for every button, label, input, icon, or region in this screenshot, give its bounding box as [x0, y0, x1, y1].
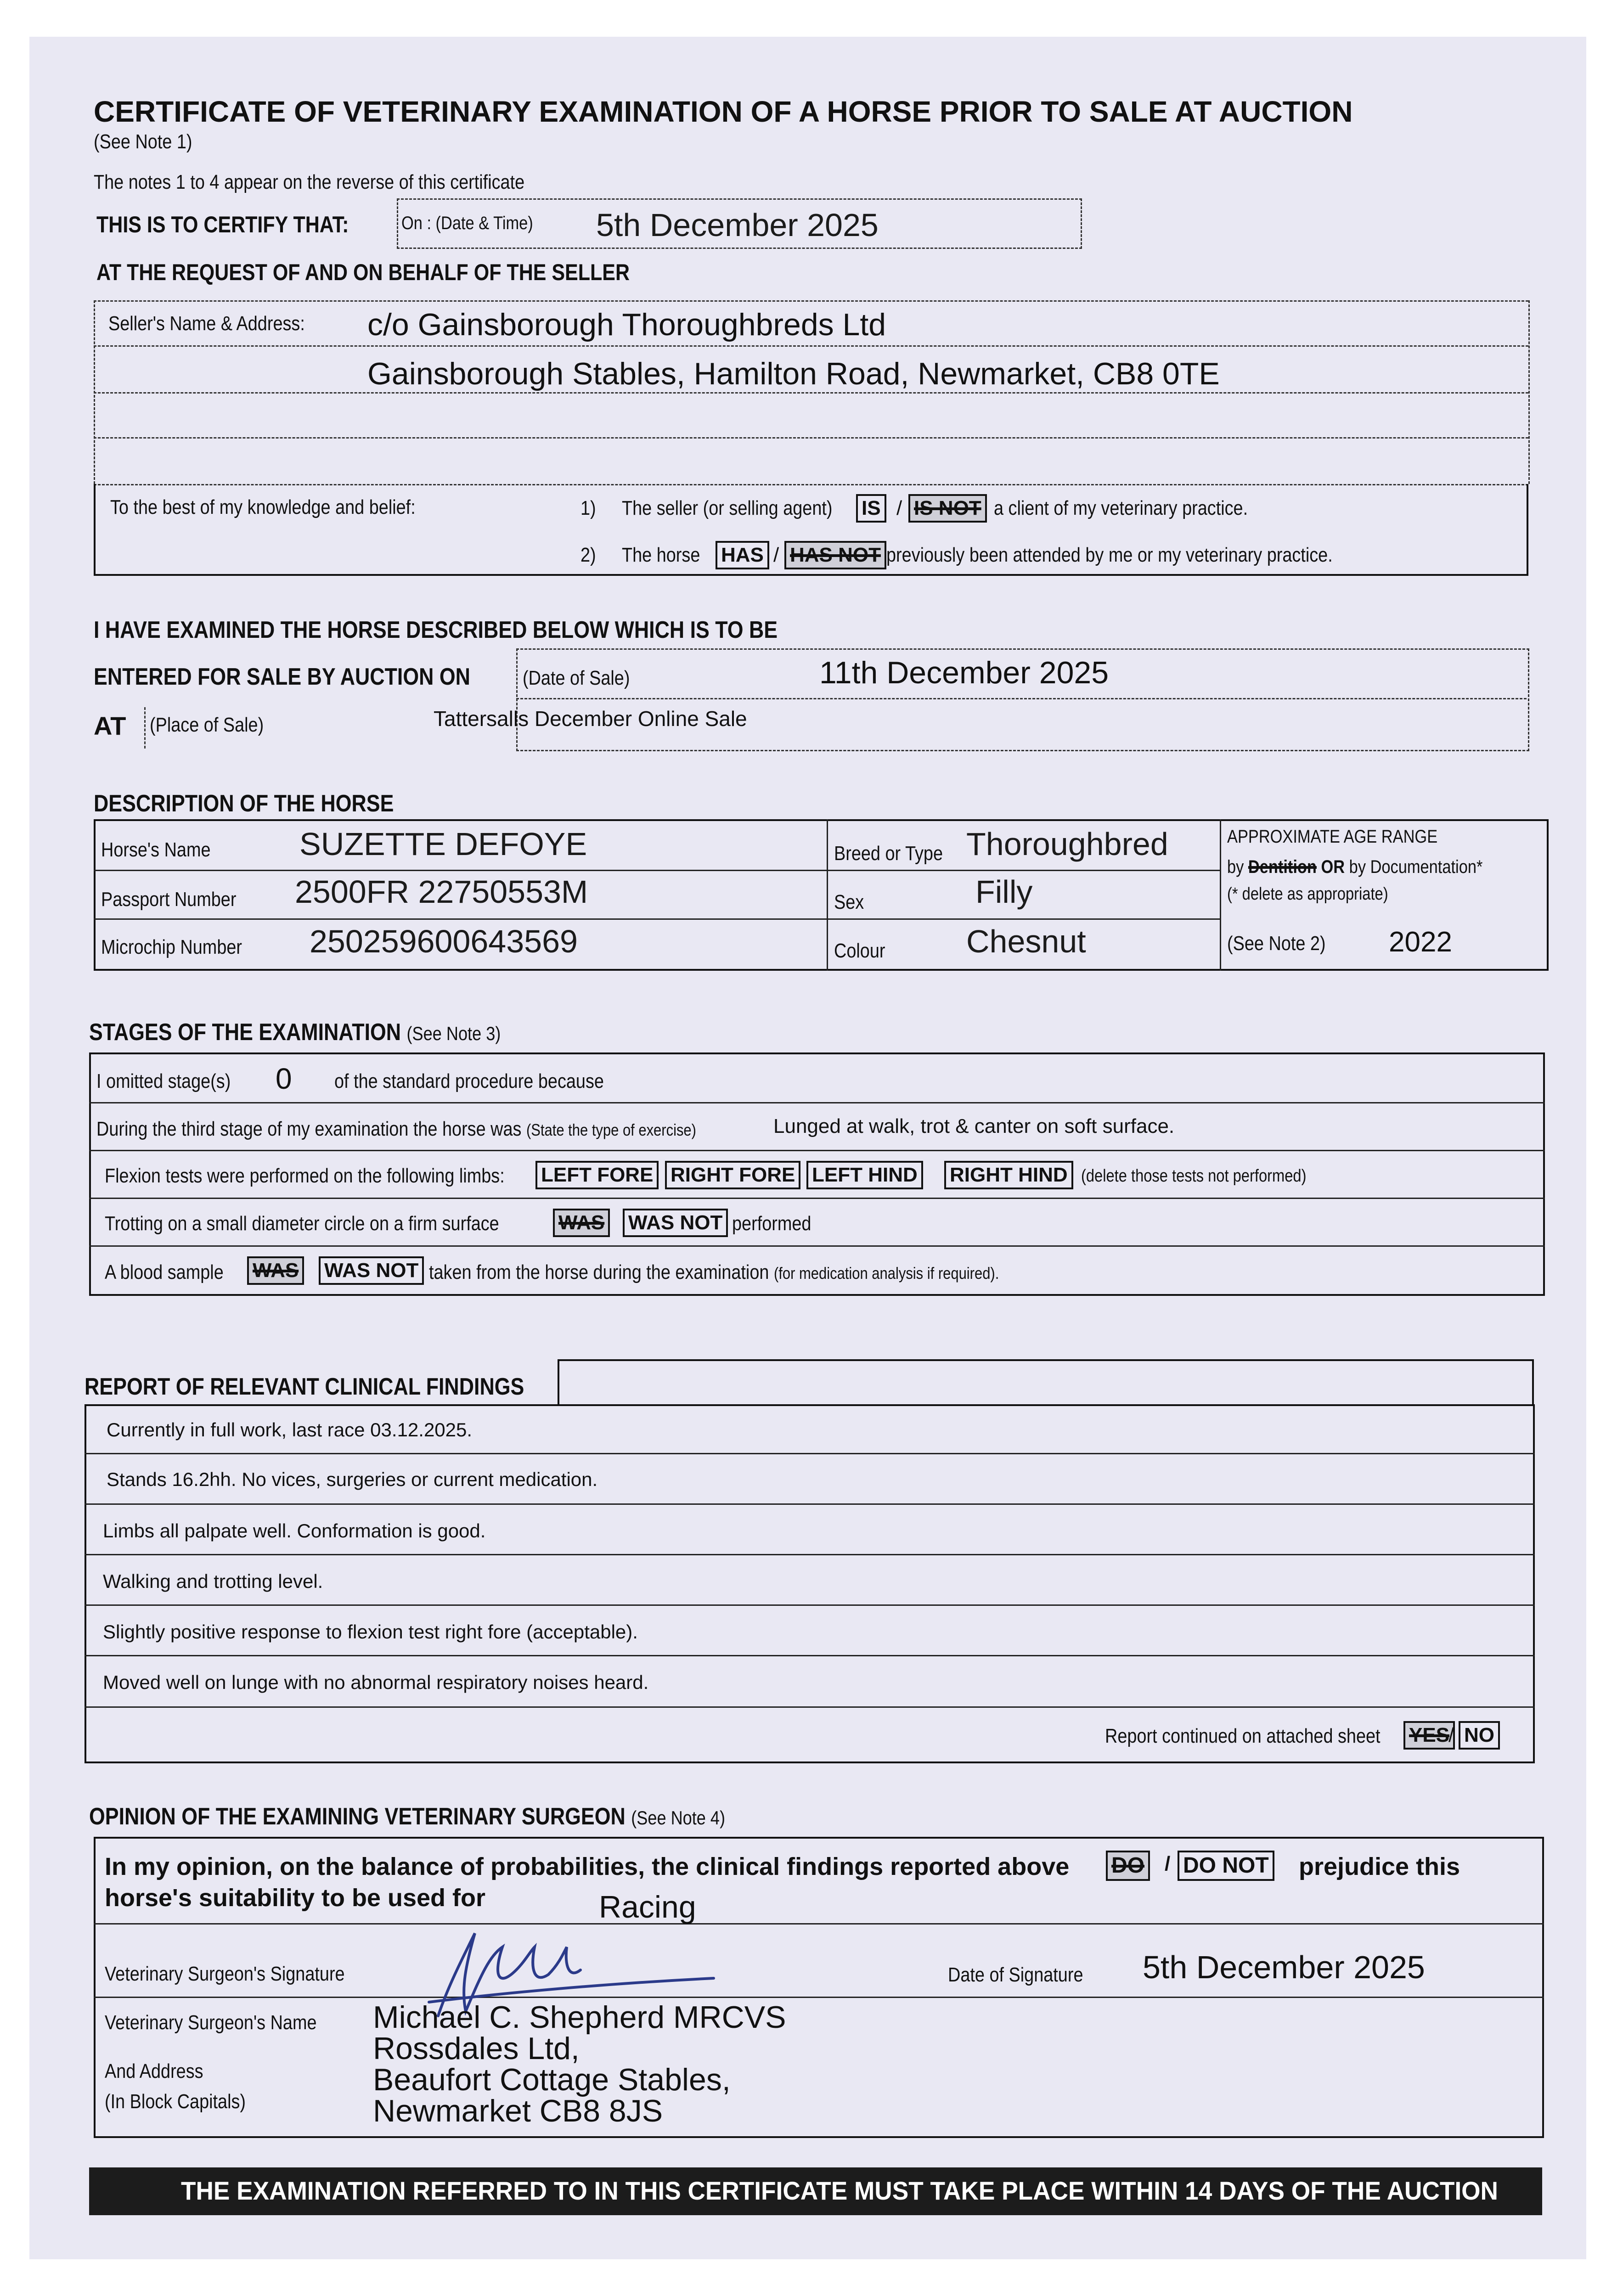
address-line: Newmarket CB8 8JS: [373, 2093, 663, 2128]
horse-name-label: Horse's Name: [101, 838, 211, 861]
breed-value: Thoroughbred: [966, 826, 1168, 862]
continued-no-option[interactable]: NO: [1459, 1721, 1500, 1750]
report-continued-label: Report continued on attached sheet: [1105, 1725, 1381, 1747]
colour-value: Chesnut: [966, 923, 1086, 959]
block-capitals-label: (In Block Capitals): [105, 2090, 246, 2113]
age-delete-note: (* delete as appropriate): [1227, 884, 1388, 904]
opinion-text-pre: In my opinion, on the balance of probabilities, the clinical findings reported above: [105, 1853, 1070, 1880]
belief-label: To the best of my knowledge and belief:: [110, 496, 416, 518]
age-by-line: by Dentition OR by Documentation*: [1227, 857, 1483, 877]
use-value: Racing: [599, 1890, 696, 1925]
breed-label: Breed or Type: [834, 842, 943, 865]
address-label: And Address: [105, 2060, 203, 2082]
opinion-do-not-option[interactable]: DO NOT: [1178, 1851, 1274, 1881]
age-see-note: (See Note 2): [1227, 932, 1326, 955]
continued-yes-option[interactable]: YES: [1403, 1721, 1455, 1750]
report-line: Limbs all palpate well. Conformation is good.: [103, 1520, 486, 1542]
item2-has-option[interactable]: HAS: [716, 541, 769, 569]
opinion-text-post: prejudice this: [1299, 1853, 1460, 1880]
report-line: Stands 16.2hh. No vices, surgeries or current medication.: [107, 1469, 598, 1490]
report-heading: REPORT OF RELEVANT CLINICAL FINDINGS: [85, 1373, 524, 1400]
microchip-label: Microchip Number: [101, 936, 242, 958]
opinion-heading: OPINION OF THE EXAMINING VETERINARY SURGEON (See Note 4): [89, 1803, 726, 1830]
item1-is-not-option[interactable]: IS NOT: [908, 494, 987, 523]
limb-right-fore[interactable]: RIGHT FORE: [665, 1161, 800, 1189]
third-stage-text: During the third stage of my examination the horse was (State the type of exercise): [96, 1118, 696, 1140]
item2-text-end: previously been attended by me or my veterinary practice.: [886, 544, 1333, 566]
age-heading: APPROXIMATE AGE RANGE: [1227, 827, 1438, 847]
place-of-sale-value: Tattersalls December Online Sale: [434, 707, 747, 731]
footer-banner-text: THE EXAMINATION REFERRED TO IN THIS CERTIFICATE MUST TAKE PLACE WITHIN 14 DAYS OF THE AUCTION: [181, 2176, 1498, 2205]
report-line: Walking and trotting level.: [103, 1570, 323, 1592]
on-date-value: 5th December 2025: [596, 207, 879, 243]
seller-line-1: c/o Gainsborough Thoroughbreds Ltd: [367, 307, 886, 342]
blood-was-option[interactable]: WAS: [247, 1256, 304, 1285]
passport-label: Passport Number: [101, 888, 237, 911]
trotting-text: Trotting on a small diameter circle on a firm surface: [105, 1212, 499, 1235]
place-of-sale-label: (Place of Sale): [150, 714, 264, 736]
sex-value: Filly: [975, 874, 1033, 910]
address-line: Rossdales Ltd,: [373, 2031, 580, 2066]
trotting-was-option[interactable]: WAS: [553, 1209, 610, 1237]
date-of-signature-value: 5th December 2025: [1143, 1949, 1425, 1985]
item1-is-option[interactable]: IS: [856, 494, 886, 523]
item1-text: The seller (or selling agent): [622, 497, 833, 519]
examined-line: I HAVE EXAMINED THE HORSE DESCRIBED BELOW WHICH IS TO BE: [94, 617, 778, 643]
blood-was-not-option[interactable]: WAS NOT: [319, 1256, 424, 1285]
trotting-text-end: performed: [732, 1212, 812, 1235]
signature-label: Veterinary Surgeon's Signature: [105, 1963, 345, 1985]
omitted-value: 0: [276, 1062, 292, 1095]
horse-name-value: SUZETTE DEFOYE: [299, 826, 587, 862]
flexion-text: Flexion tests were performed on the following limbs:: [105, 1165, 505, 1187]
age-by-documentation-option[interactable]: by Documentation*: [1349, 857, 1483, 877]
certify-label: THIS IS TO CERTIFY THAT:: [96, 212, 349, 237]
item2-has-not-option[interactable]: HAS NOT: [784, 541, 886, 569]
footer-banner: [89, 2167, 1542, 2215]
certificate-sheet: CERTIFICATE OF VETERINARY EXAMINATION OF A HORSE PRIOR TO SALE AT AUCTION (See Note 1) The notes 1 to 4 appear on the reverse of this certificate THIS IS TO CERTIFY THAT: On : (Date & Time) 5th December 2025 AT THE REQUEST OF AND ON BEHALF OF THE SELLER Seller's Name & Address: c/o Gainsborough Thoroughbreds Ltd Gainsborough Stables, Hamilton Road, Newmarket, CB8 0TE To the best of my knowledge and belief: 1) The seller (or selling agent) IS / IS NOT a client of my veterinary practice. 2) The horse HAS / HAS NOT previously been attended by me or my veterinary practice. I HAVE EXAMINED THE HORSE DESCRIBED BELOW WHICH IS TO BE ENTERED FOR SALE BY AUCTION ON (Date of Sale) 11th December 2025 AT (Place of Sale) Tattersalls December Online Sale DESCRIPTION OF THE HORSE Horse's Name SUZETTE DEFOYE Passport Number 2500FR 22750553M Microchip Number 250259600643569 Breed or Type Thoroughbred Sex Filly Colour Chesnut APPROXIMATE AGE RANGE by Dentition OR by Documentation* (* delete as appropriate) (See Note 2) 2022 STAGES OF THE EXAMINATION (See Note 3) I omitted stage(s) 0 of the standard procedure because During the third stage of my examination the horse was (State the type of exercise) Lunged at walk, trot & canter on soft surface. Flexion tests were performed on the following limbs: LEFT FORE RIGHT FORE LEFT HIND RIGHT HIND (delete those tests not performed) Trotting on a small diameter circle on a firm surface WAS WAS NOT performed A blood sample WAS WAS NOT taken from the horse during the examination (for medication analysis if required). REPORT OF RELEVANT CLINICAL FINDINGS Currently in full work, last race 03.12.2025. Stands 16.2hh. No vices, surgeries or current medication. Limbs all palpate well. Conformation is good. Walking and trotting level. Slightly positive response to flexion test right fore (acceptable). Moved well on lunge with no abnormal respiratory noises heard. Report continued on attached sheet YES / NO OPINION OF THE EXAMINING VETERINARY SURGEON (See Note 4) In my opinion, on the balance of probabilities, the clinical findings reported above DO / DO NOT prejudice this horse's suitability to be used for Racing Veterinary Surgeon's Signature Date of Signature 5th December 2025 Veterinary Surgeon's Name And Address (In Block Capitals) Michael C. Shepherd MRCVS Rossdales Ltd, Beaufort Cottage Stables, Newmarket CB8 8JS THE EXAMINATION REFERRED TO IN THIS CERTIFICATE MUST TAKE PLACE WITHIN 14 DAYS OF THE AUCTION: [29, 37, 1586, 2259]
trotting-was-not-option[interactable]: WAS NOT: [623, 1209, 728, 1237]
entered-label: ENTERED FOR SALE BY AUCTION ON: [94, 664, 470, 690]
blood-text: A blood sample: [105, 1261, 224, 1283]
microchip-value: 250259600643569: [310, 923, 578, 959]
seller-label: Seller's Name & Address:: [108, 312, 305, 335]
report-line: Slightly positive response to flexion test right fore (acceptable).: [103, 1621, 638, 1643]
report-line: Moved well on lunge with no abnormal respiratory noises heard.: [103, 1671, 649, 1693]
blood-text-end: taken from the horse during the examination (for medication analysis if required).: [429, 1261, 999, 1283]
age-by-dentition-option[interactable]: Dentition: [1248, 857, 1317, 877]
at-label: AT: [94, 711, 126, 740]
report-line: Currently in full work, last race 03.12.2025.: [107, 1419, 473, 1441]
age-value: 2022: [1389, 926, 1452, 958]
omitted-text-end: of the standard procedure because: [334, 1070, 604, 1092]
surgeon-name-value: Michael C. Shepherd MRCVS: [373, 2000, 786, 2035]
certificate-title: CERTIFICATE OF VETERINARY EXAMINATION OF A HORSE PRIOR TO SALE AT AUCTION: [94, 95, 1353, 128]
date-of-sale-label: (Date of Sale): [523, 667, 630, 689]
third-stage-value: Lunged at walk, trot & canter on soft surface.: [773, 1115, 1175, 1137]
flexion-note: (delete those tests not performed): [1081, 1166, 1307, 1186]
omitted-text: I omitted stage(s): [96, 1070, 231, 1092]
sex-label: Sex: [834, 891, 864, 913]
item1-number: 1): [580, 497, 596, 519]
colour-label: Colour: [834, 940, 885, 962]
item2-number: 2): [580, 544, 596, 566]
limb-left-hind[interactable]: LEFT HIND: [806, 1161, 923, 1189]
notes-line: The notes 1 to 4 appear on the reverse of this certificate: [94, 171, 525, 193]
seller-line-2: Gainsborough Stables, Hamilton Road, Newmarket, CB8 0TE: [367, 356, 1220, 391]
item2-text: The horse: [622, 544, 700, 566]
surgeon-name-label: Veterinary Surgeon's Name: [105, 2011, 317, 2034]
opinion-text-line2: horse's suitability to be used for: [105, 1884, 485, 1912]
date-of-signature-label: Date of Signature: [948, 1964, 1083, 1986]
opinion-do-option[interactable]: DO: [1106, 1851, 1150, 1881]
item1-text-end: a client of my veterinary practice.: [994, 497, 1248, 519]
limb-left-fore[interactable]: LEFT FORE: [535, 1161, 659, 1189]
passport-value: 2500FR 22750553M: [295, 874, 588, 910]
stages-heading: STAGES OF THE EXAMINATION (See Note 3): [89, 1019, 501, 1046]
address-line: Beaufort Cottage Stables,: [373, 2062, 731, 2097]
see-note-1: (See Note 1): [94, 130, 192, 153]
request-line: AT THE REQUEST OF AND ON BEHALF OF THE SELLER: [96, 259, 630, 285]
report-heading-box: [558, 1359, 1534, 1406]
on-date-label: On : (Date & Time): [401, 213, 533, 233]
opinion-table: [94, 1837, 1544, 2138]
description-heading: DESCRIPTION OF THE HORSE: [94, 790, 394, 817]
limb-right-hind[interactable]: RIGHT HIND: [944, 1161, 1073, 1189]
date-of-sale-value: 11th December 2025: [819, 655, 1109, 690]
